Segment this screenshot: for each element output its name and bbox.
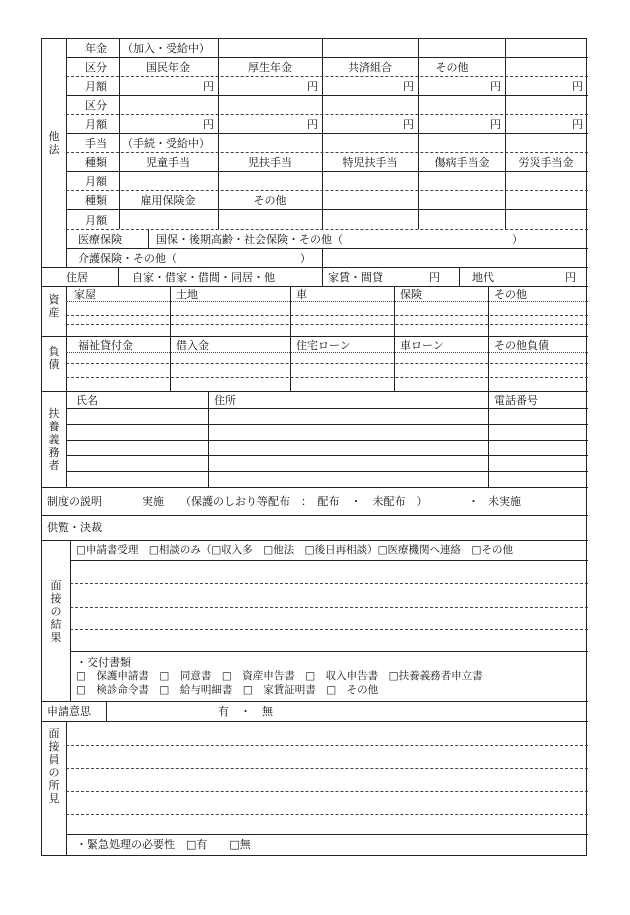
dependent-address-header: 住所 xyxy=(214,394,236,407)
section-label-dependents: 扶 養 義 務 者 xyxy=(48,407,60,472)
debt-other: その他負債 xyxy=(494,339,549,352)
debt-car-loan: 車ローン xyxy=(400,339,444,352)
monthly-amount-label: 月額 xyxy=(85,80,107,93)
category-label: 区分 xyxy=(85,61,107,74)
type-label: 種類 xyxy=(85,156,107,169)
section-label-debts: 負 債 xyxy=(48,345,60,371)
emergency-processing-need[interactable]: ・緊急処理の必要性 □有 □無 xyxy=(76,838,251,851)
interview-result-checkboxes[interactable]: □申請書受理 □相談のみ（□収入多 □他法 □後日再相談）□医療機関へ連絡 □その他 xyxy=(76,544,513,556)
dependent-name-header: 氏名 xyxy=(76,394,98,407)
section-label-assets: 資 産 xyxy=(48,293,60,319)
debt-welfare-loan: 福祉貸付金 xyxy=(78,339,133,352)
section-label-interviewer-opinion: 面 接 員 の 所 見 xyxy=(48,727,60,805)
issued-documents-title: ・交付書類 xyxy=(76,656,131,669)
application-intent-options[interactable]: 有 ・ 無 xyxy=(218,705,273,718)
tahou-label-divider xyxy=(119,39,120,229)
child-allowance: 児童手当 xyxy=(146,156,190,169)
mutual-aid: 共済組合 xyxy=(348,61,392,74)
medical-insurance-options: 国保・後期高齢・社会保険・その他（ xyxy=(156,233,343,246)
debt-housing-loan: 住宅ローン xyxy=(296,339,351,352)
issued-documents-row-2[interactable]: □ 検診命令書 □ 給与明細書 □ 家賃証明書 □ その他 xyxy=(76,684,379,696)
care-insurance-label: 介護保険・その他（ xyxy=(78,252,177,265)
explanation-not-implemented: 未実施 xyxy=(488,495,521,508)
asset-house: 家屋 xyxy=(74,288,96,301)
employment-insurance: 雇用保険金 xyxy=(140,194,196,207)
sickness-allowance: 傷病手当金 xyxy=(434,156,490,169)
circulation-approval-label: 供覧・決裁 xyxy=(47,521,102,534)
tahou-section-divider xyxy=(66,39,67,267)
pension-label: 年金 xyxy=(85,42,107,55)
pension-status-note: （加入・受給中） xyxy=(122,42,210,55)
special-child-allowance: 特児扶手当 xyxy=(342,156,398,169)
asset-car: 車 xyxy=(296,288,307,301)
asset-land: 土地 xyxy=(176,288,198,301)
workers-comp-allowance: 労災手当金 xyxy=(518,156,574,169)
explanation-implemented: 実施 xyxy=(142,495,164,508)
housing-options: 自家・借家・借間・同居・他 xyxy=(132,271,275,284)
issued-documents-row-1[interactable]: □ 保護申請書 □ 同意書 □ 資産申告書 □ 収入申告書 □扶養義務者申立書 xyxy=(76,670,483,682)
system-explanation-label: 制度の説明 xyxy=(47,495,102,508)
welfare-interview-form: 他 法 年金 （加入・受給中） 区分 国民年金 厚生年金 共済組合 その他 月額 円 円 円 円 円 区分 月額 円 円 円 円 円 手当 （手続・受給中） 種類 児童手当 児扶手当 特児扶手当 傷病手当金 労災手当金 月額 種類 雇用保険金 その他 月額 医療保険 国保・後期高齢・社会保険・その他（ ） 介護保険・その他（ ） 住居 自家・借家・借間・同居・他 家賃・間貸 円 地代 円 資 産 家屋 土地 車 保険 その他 負 債 福祉貸付金 借入金 住宅ローン 車ローン その他負債 扶 養 義 務 者 氏名 住所 電話番号 制度の説明 実施 （保護のしおり等配布 ： 配布 ・ 未配布 ） ・ 未実施 供覧・決裁 面 接 の 結 果 □申請書受理 □相談のみ（□収入多 □他法 □後日再相談）□医療機関へ連絡 □その他 ・交付書類 □ 保護申請書 □ 同意書 □ 資産申告書 □ 収入申告書 □扶養義務者申立書 □ 検診命令書 □ 給与明細書 □ 家賃証明書 □ その他 申請意思 有 ・ 無 面 接 員 の 所 見 ・緊急処理の必要性 □有 □無 xyxy=(41,38,587,856)
employee-pension: 厚生年金 xyxy=(248,61,292,74)
section-label-interview-result: 面 接 の 結 果 xyxy=(50,579,62,644)
child-support-allowance: 児扶手当 xyxy=(248,156,292,169)
national-pension: 国民年金 xyxy=(146,61,190,74)
allowance-label: 手当 xyxy=(85,137,107,150)
asset-insurance: 保険 xyxy=(400,288,422,301)
debt-borrowing: 借入金 xyxy=(176,339,209,352)
medical-insurance-label: 医療保険 xyxy=(78,233,122,246)
application-intent-label: 申請意思 xyxy=(47,705,91,718)
housing-label: 住居 xyxy=(66,271,88,284)
rent-label: 家賃・間貸 xyxy=(328,271,383,284)
section-label-tahou: 他 法 xyxy=(48,130,60,156)
pension-other: その他 xyxy=(435,61,469,74)
allowance-status-note: （手続・受給中） xyxy=(122,137,210,150)
explanation-detail: （保護のしおり等配布 ： 配布 ・ 未配布 ） xyxy=(180,495,428,508)
land-rent-label: 地代 xyxy=(472,271,494,284)
asset-other: その他 xyxy=(494,288,527,301)
dependent-phone-header: 電話番号 xyxy=(494,394,538,407)
